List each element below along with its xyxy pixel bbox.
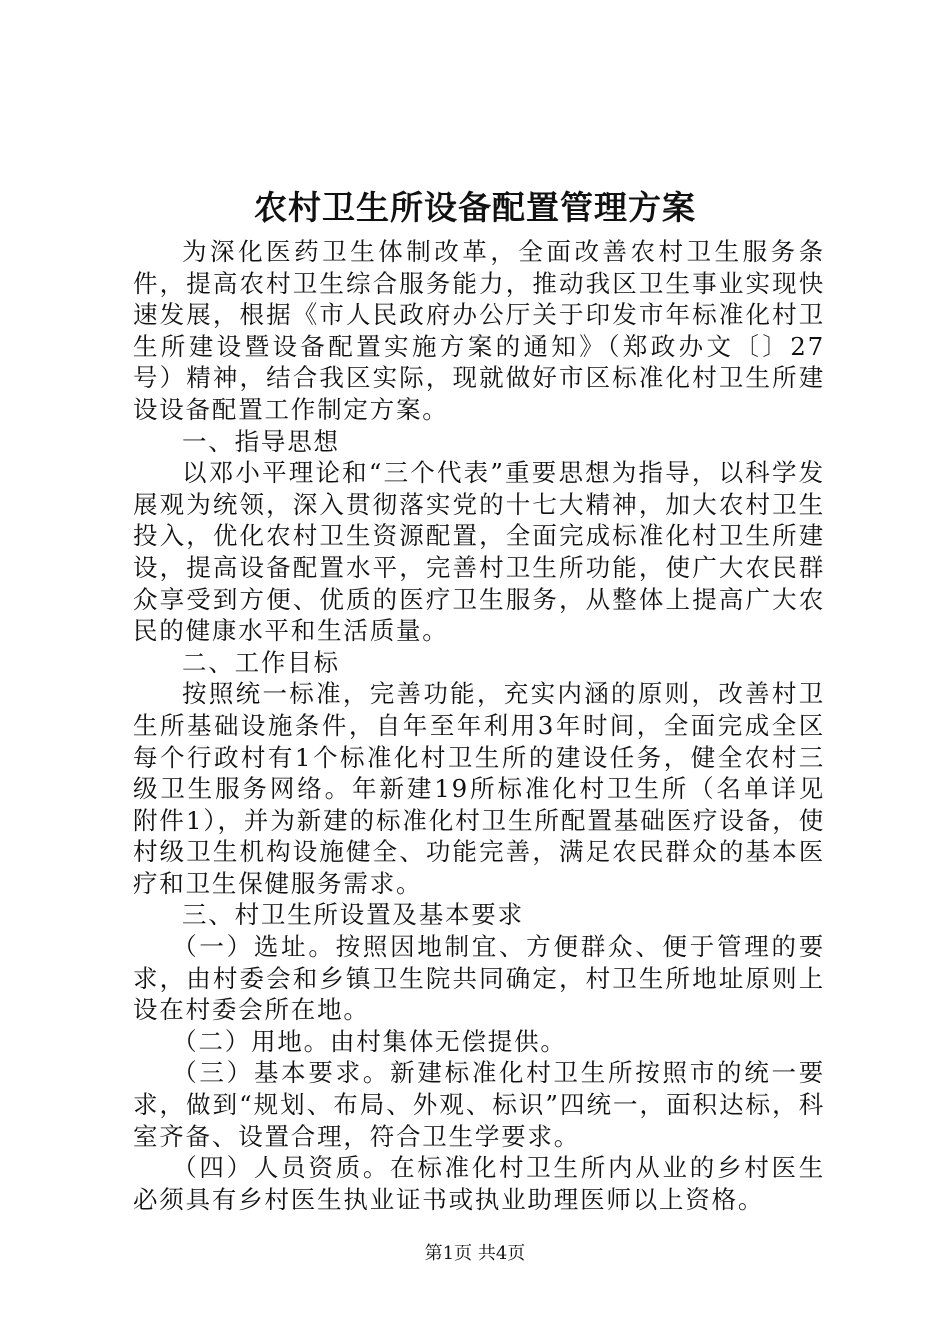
guiding-ideology-paragraph: 以邓小平理论和“三个代表”重要思想为指导，以科学发展观为统领，深入贯彻落实党的十七大精神，加大农村卫生投入，优化农村卫生资源配置，全面完成标准化村卫生所建设，提高设备配置水平，完善村卫生所功能，使广大农民群众享受到方便、优质的医疗卫生服务，从整体上提高广大农民的健康水平和生活质量。	[133, 458, 825, 646]
intro-paragraph: 为深化医药卫生体制改革，全面改善农村卫生服务条件，提高农村卫生综合服务能力，推动我区卫生事业实现快速发展，根据《市人民政府办公厅关于印发市年标准化村卫生所建设暨设备配置实施方案的通知》（郑政办文〔〕27号）精神，结合我区实际，现就做好市区标准化村卫生所建设设备配置工作制定方案。	[133, 237, 825, 424]
page-footer: 第1页 共4页	[424, 1243, 526, 1264]
document-body	[133, 236, 825, 1215]
site-selection-paragraph: （一）选址。按照因地制宜、方便群众、便于管理的要求，由村委会和乡镇卫生院共同确定，村卫生所地址原则上设在村委会所在地。	[133, 932, 825, 1025]
work-goals-paragraph: 按照统一标准，完善功能，充实内涵的原则，改善村卫生所基础设施条件，自年至年利用3年时间，全面完成全区每个行政村有1个标准化村卫生所的建设任务，健全农村三级卫生服务网络。年新建19所标准化村卫生所（名单详见附件1），并为新建的标准化村卫生所配置基础医疗设备，使村级卫生机构设施健全、功能完善，满足农民群众的基本医疗和卫生保健服务需求。	[133, 679, 825, 898]
staff-qualification-paragraph: （四）人员资质。在标准化村卫生所内从业的乡村医生必须具有乡村医生执业证书或执业助理医师以上资格。	[133, 1153, 825, 1214]
document-title: 农村卫生所设备配置管理方案	[254, 188, 696, 227]
basic-requirements-paragraph: （三）基本要求。新建标准化村卫生所按照市的统一要求，做到“规划、布局、外观、标识”四统一，面积达标，科室齐备、设置合理，符合卫生学要求。	[133, 1058, 825, 1151]
land-use-paragraph: （二）用地。由村集体无偿提供。	[172, 1026, 567, 1056]
section-heading-guiding-ideology: 一、指导思想	[182, 426, 340, 456]
section-heading-work-goals: 二、工作目标	[182, 647, 340, 677]
section-heading-setup-requirements: 三、村卫生所设置及基本要求	[182, 900, 524, 930]
